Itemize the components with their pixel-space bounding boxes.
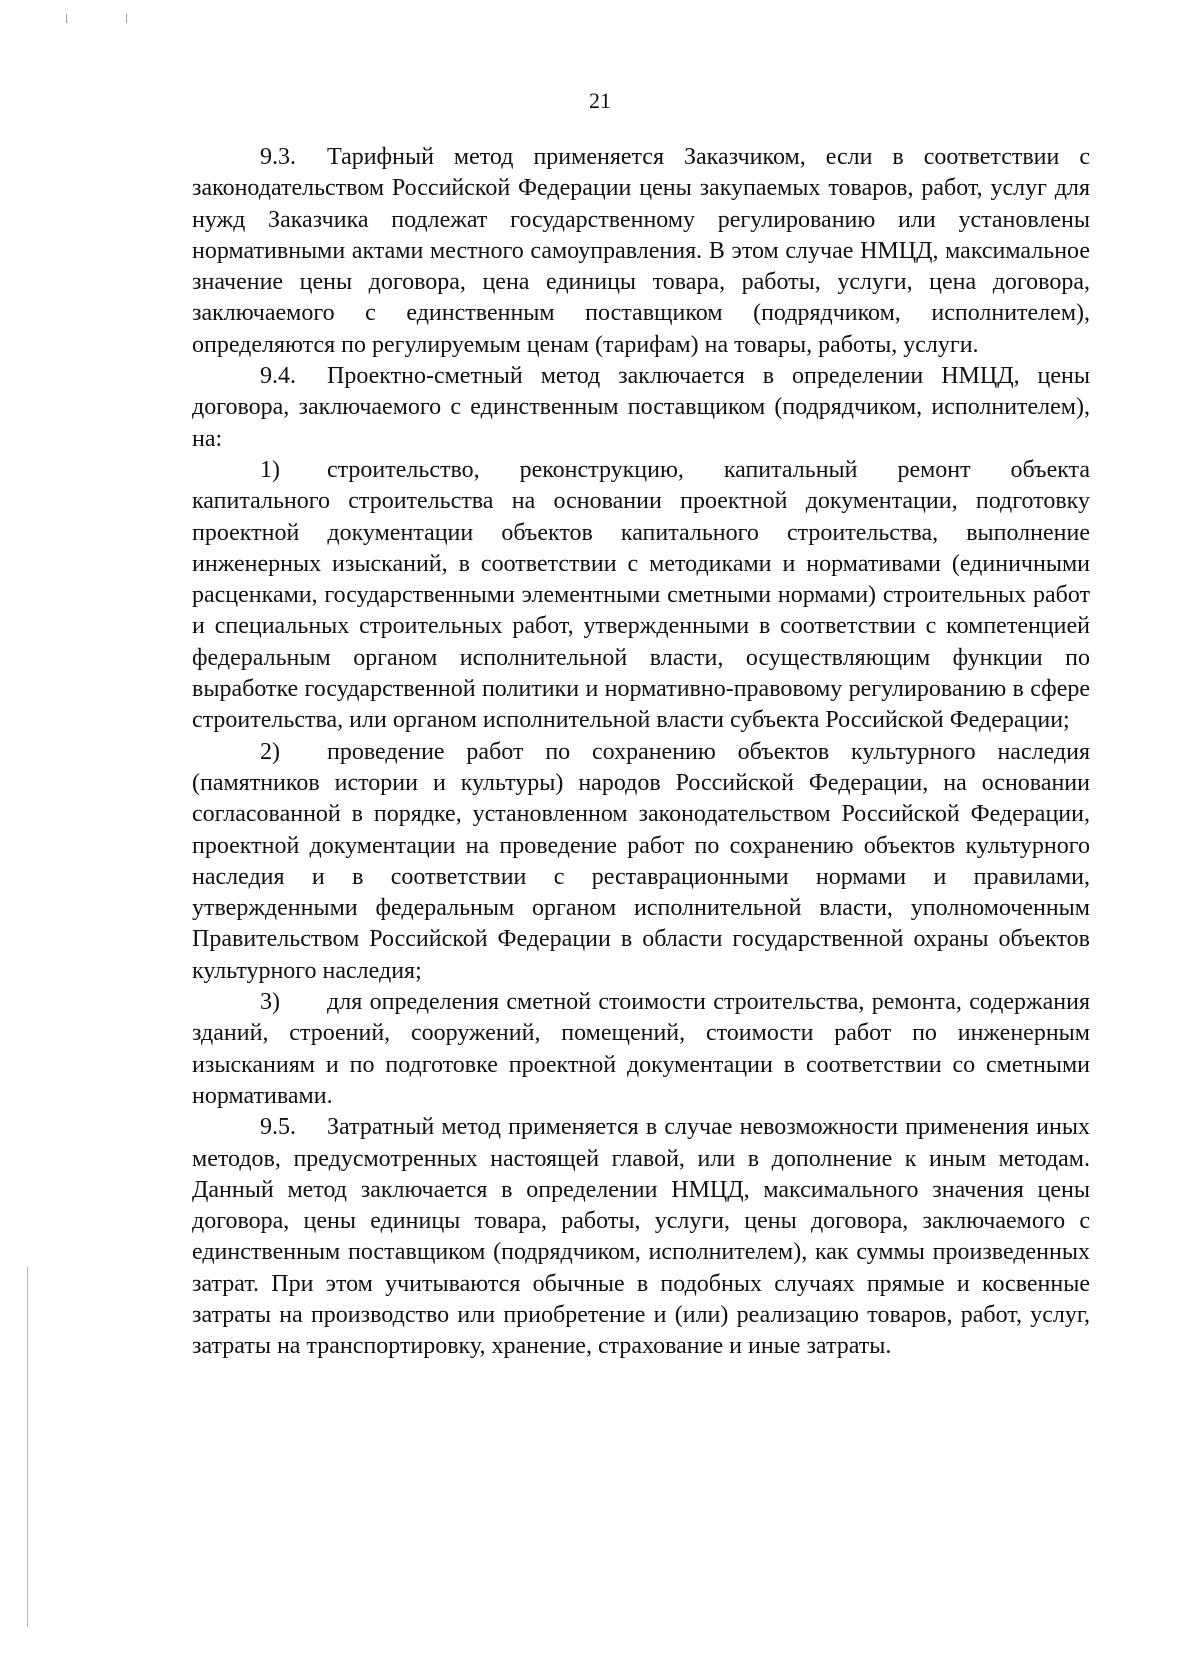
paragraph-number: 9.4. bbox=[260, 363, 296, 390]
paragraph-number: 9.3. bbox=[260, 144, 296, 170]
paragraph-text: Тарифный метод применяется Заказчиком, если в соответствии с законодательством Российской Федерации цены закупаемых товаров, работ, услуг для нужд Заказчика подлежат государственному регулированию или установлены нормативными актами местного самоуправления. В этом случае НМЦД, максимальное значение цены договора, цена единицы товара, работы, услуги, цена договора, заключаемого с единственным поставщиком (подрядчиком, исполнителем), определяются по регулируемым ценам (тарифам) на товары, работы, услуги. bbox=[192, 144, 1090, 358]
document-body bbox=[192, 142, 1090, 1363]
scan-artifact-edge-line bbox=[27, 1267, 28, 1627]
paragraph-9-4 bbox=[192, 361, 1090, 455]
list-item-3 bbox=[192, 987, 1090, 1112]
paragraph-text: Затратный метод применяется в случае невозможности применения иных методов, предусмотренных настоящей главой, или в дополнение к иным методам. Данный метод заключается в определении НМЦД, максимального значения цены договора, цены единицы товара, работы, услуги, цены договора, заключаемого с единственным поставщиком (подрядчиком, исполнителем), как суммы произведенных затрат. При этом учитываются обычные в подобных случаях прямые и косвенные затраты на производство или приобретение и (или) реализацию товаров, работ, услуг, затраты на транспортировку, хранение, страхование и иные затраты. bbox=[192, 1114, 1090, 1360]
list-item-text: строительство, реконструкцию, капитальный ремонт объекта капитального строительства на основании проектной документации, подготовку проектной документации объектов капитального строительства, выполнение инженерных изысканий, в соответствии с методиками и нормативами (единичными расценками, государственными элементными сметными нормами) строительных работ и специальных строительных работ, утвержденными в соответствии с компетенцией федеральным органом исполнительной власти, осуществляющим функции по выработке государственной политики и нормативно-правовому регулированию в сфере строительства, или органом исполнительной власти субъекта Российской Федерации; bbox=[192, 456, 1090, 734]
page-number: 21 bbox=[589, 88, 611, 113]
scan-artifact-mark bbox=[66, 14, 67, 23]
paragraph-text: Проектно-сметный метод заключается в определении НМЦД, цены договора, заключаемого с единственным поставщиком (подрядчиком, исполнителем), на: bbox=[192, 363, 1090, 452]
paragraph-9-3 bbox=[192, 142, 1090, 361]
list-item-number: 1) bbox=[260, 456, 280, 483]
paragraph-9-5 bbox=[192, 1112, 1090, 1362]
scan-artifact-mark bbox=[126, 14, 127, 23]
list-item-2 bbox=[192, 737, 1090, 987]
list-item-number: 3) bbox=[260, 989, 280, 1016]
list-item-1 bbox=[192, 455, 1090, 737]
list-item-number: 2) bbox=[260, 738, 280, 765]
list-item-text: для определения сметной стоимости строительства, ремонта, содержания зданий, строений, сооружений, помещений, стоимости работ по инженерным изысканиям и по подготовке проектной документации в соответствии со сметными нормативами. bbox=[192, 989, 1090, 1109]
paragraph-number: 9.5. bbox=[260, 1114, 296, 1141]
list-item-text: проведение работ по сохранению объектов культурного наследия (памятников истории и культуры) народов Российской Федерации, на основании согласованной в порядке, установленном законодательством Российской Федерации, проектной документации на проведение работ по сохранению объектов культурного наследия и в соответствии с реставрационными нормами и правилами, утвержденными федеральным органом исполнительной власти, уполномоченным Правительством Российской Федерации в области государственной охраны объектов культурного наследия; bbox=[192, 738, 1090, 984]
